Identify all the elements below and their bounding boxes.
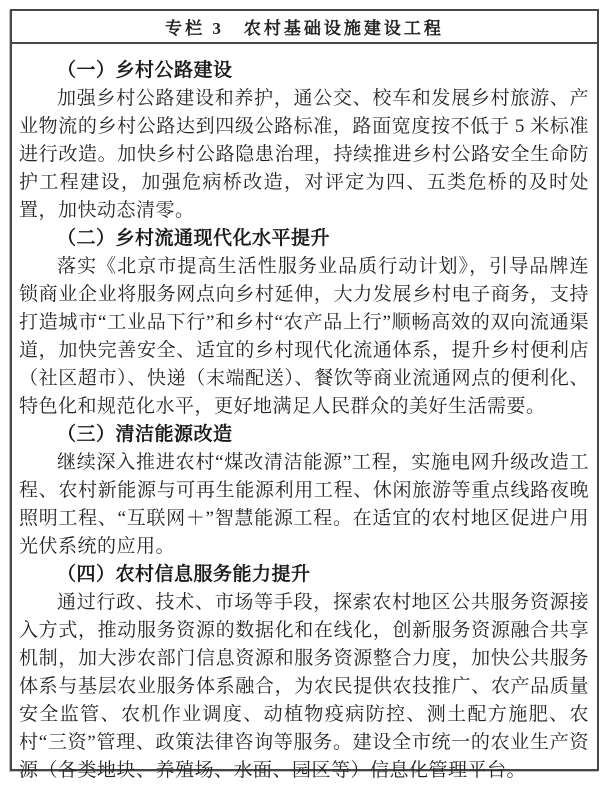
- section-paragraph: 继续深入推进农村“煤改清洁能源”工程，实施电网升级改造工程、农村新能源与可再生能源利用工程、休闲旅游等重点线路夜晚照明工程、“互联网＋”智慧能源工程。在适宜的农村地区促进户用光伏系统的应用。: [19, 452, 589, 557]
- section-paragraph: 通过行政、技术、市场等手段，探索农村地区公共服务资源接入方式，推动服务资源的数据化和在线化，创新服务资源融合共享机制，加大涉农部门信息资源和服务资源整合力度，加快公共服务体系与基层农业服务体系融合，为农民提供农技推广、农产品质量安全监管、农机作业调度、动植物疫病防控、测土配方施肥、农村“三资”管理、政策法律咨询等服务。建设全市统一的农业生产资源（各类地块、养殖场、水面、园区等）信息化管理平台。: [19, 592, 589, 781]
- section-paragraph: 加强乡村公路建设和养护，通公交、校车和发展乡村旅游、产业物流的乡村公路达到四级公路标准，路面宽度按不低于 5 米标准进行改造。加快乡村公路隐患治理，持续推进乡村公路安全生命防护工程建设，加强危病桥改造，对评定为四、五类危桥的及时处置，加快动态清零。: [19, 88, 589, 221]
- section-heading-1: （一）乡村公路建设: [57, 60, 233, 81]
- section-heading-3: （三）清洁能源改造: [57, 424, 233, 445]
- section-heading-4: （四）农村信息服务能力提升: [57, 564, 311, 585]
- column-box: [10, 9, 599, 781]
- section-heading-2: （二）乡村流通现代化水平提升: [57, 228, 331, 249]
- column-box-body: [12, 44, 597, 785]
- column-box-title: 专栏 3 农村基础设施建设工程: [12, 11, 597, 44]
- section-paragraph: 落实《北京市提高生活性服务业品质行动计划》，引导品牌连锁商业企业将服务网点向乡村延伸，大力发展乡村电子商务，支持打造城市“工业品下行”和乡村“农产品上行”顺畅高效的双向流通渠道，加快完善安全、适宜的乡村现代化流通体系，提升乡村便利店（社区超市）、快递（末端配送）、餐饮等商业流通网点的便利化、特色化和规范化水平，更好地满足人民群众的美好生活需要。: [19, 256, 589, 417]
